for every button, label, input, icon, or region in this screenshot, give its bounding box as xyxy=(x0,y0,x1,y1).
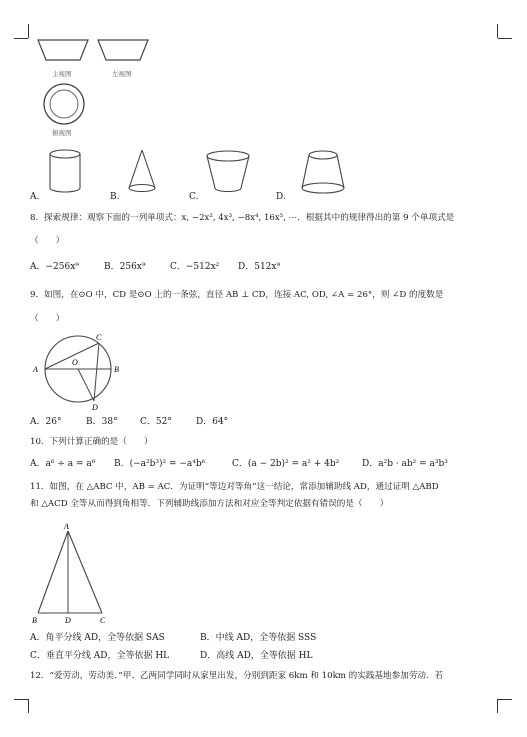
crop-mark-tr-v xyxy=(497,24,498,38)
q7-option-b[interactable]: B. xyxy=(110,192,120,202)
q10-stem: 10．下列计算正确的是（ ） xyxy=(30,437,153,447)
label-a: A xyxy=(64,523,69,531)
q11-option-c[interactable]: C．垂直平分线 AD，全等依据 HL xyxy=(30,651,170,661)
q9-circle-figure xyxy=(30,328,130,412)
chord-cd xyxy=(94,343,99,401)
q9-option-c[interactable]: C．52° xyxy=(140,417,172,427)
q11-option-a[interactable]: A．角平分线 AD，全等依据 SAS xyxy=(30,633,165,643)
label-b: B xyxy=(114,365,119,374)
q11-triangle-figure xyxy=(30,523,120,627)
three-views-figure xyxy=(30,34,160,142)
label-d: D xyxy=(65,616,71,625)
q11-stem-line-2: 和 △ACD 全等从而得到角相等．下列辅助线添加方法和对应全等判定依据有错误的是（ ） xyxy=(30,499,389,509)
q8-option-b[interactable]: B．256x⁹ xyxy=(104,262,146,272)
label-o: O xyxy=(72,358,78,367)
crop-mark-br-v xyxy=(497,699,498,713)
crop-mark-bl-v xyxy=(28,699,29,713)
frustum-wide-top-shape xyxy=(207,151,249,192)
q11-option-b[interactable]: B．中线 AD，全等依据 SSS xyxy=(200,633,317,643)
q11-stem-line-1: 11．如图，在 △ABC 中，AB = AC．为证明“等边对等角”这一结论，常添加辅助线 AD，通过证明 △ABD xyxy=(30,482,439,492)
left-view-label: 左视图 xyxy=(112,70,132,78)
side-ac xyxy=(68,531,102,613)
q10-option-a[interactable]: A．a⁶ ÷ a = a⁶ xyxy=(30,459,96,469)
crop-mark-tl-h xyxy=(14,38,28,39)
q9-paren: （ ） xyxy=(30,314,65,324)
front-view-trapezoid xyxy=(38,40,88,60)
label-c: C xyxy=(100,616,106,625)
side-ab xyxy=(38,531,68,613)
q7-option-a[interactable]: A. xyxy=(30,192,40,202)
q8-stem: 8．探索规律：观察下面的一列单项式：x, −2x², 4x³, −8x⁴, 16x⁵, ⋯．根据其中的规律得出的第 9 个单项式是 xyxy=(30,213,455,223)
q7-solids-figure xyxy=(40,146,350,198)
q8-option-c[interactable]: C．−512x² xyxy=(170,262,220,272)
q9-option-a[interactable]: A．26° xyxy=(30,417,62,427)
crop-mark-br-h xyxy=(498,699,512,700)
q8-paren: （ ） xyxy=(30,236,65,246)
q8-option-d[interactable]: D．512x⁹ xyxy=(238,262,281,272)
label-b: B xyxy=(32,616,37,625)
cylinder-shape xyxy=(50,150,80,192)
q9-option-b[interactable]: B．38° xyxy=(86,417,118,427)
label-a: A xyxy=(33,365,38,374)
top-view-label: 俯视图 xyxy=(52,129,72,137)
q10-option-b[interactable]: B．(−a²b³)² = −a⁴b⁶ xyxy=(114,459,206,469)
q8-option-a[interactable]: A．−256x⁹ xyxy=(30,262,79,272)
left-view-trapezoid xyxy=(98,40,148,60)
top-view-inner-circle xyxy=(50,90,78,118)
label-d: D xyxy=(92,403,98,412)
crop-mark-bl-h xyxy=(14,699,28,700)
cone-shape xyxy=(129,150,155,192)
q7-option-c[interactable]: C. xyxy=(189,192,199,202)
frustum-narrow-top-shape xyxy=(302,151,344,193)
label-c: C xyxy=(96,333,102,342)
q7-option-d[interactable]: D. xyxy=(276,192,286,202)
segment-od xyxy=(78,369,94,401)
q9-option-d[interactable]: D．64° xyxy=(196,417,229,427)
q12-stem: 12．“爱劳动，劳动美．”甲、乙两同学同时从家里出发，分别到距家 6km 和 10km 的实践基地参加劳动．若 xyxy=(30,671,444,681)
crop-mark-tr-h xyxy=(498,38,512,39)
crop-mark-tl-v xyxy=(28,24,29,38)
front-view-label: 主视图 xyxy=(52,70,72,78)
q10-option-c[interactable]: C．(a − 2b)² = a² + 4b² xyxy=(232,459,340,469)
q10-option-d[interactable]: D．a²b · ab² = a³b³ xyxy=(362,459,448,469)
q11-option-d[interactable]: D．高线 AD，全等依据 HL xyxy=(200,651,313,661)
q9-stem: 9．如图，在⊙O 中，CD 是⊙O 上的一条弦，直径 AB ⊥ CD，连接 AC, OD, ∠A = 26°，则 ∠D 的度数是 xyxy=(30,290,444,300)
